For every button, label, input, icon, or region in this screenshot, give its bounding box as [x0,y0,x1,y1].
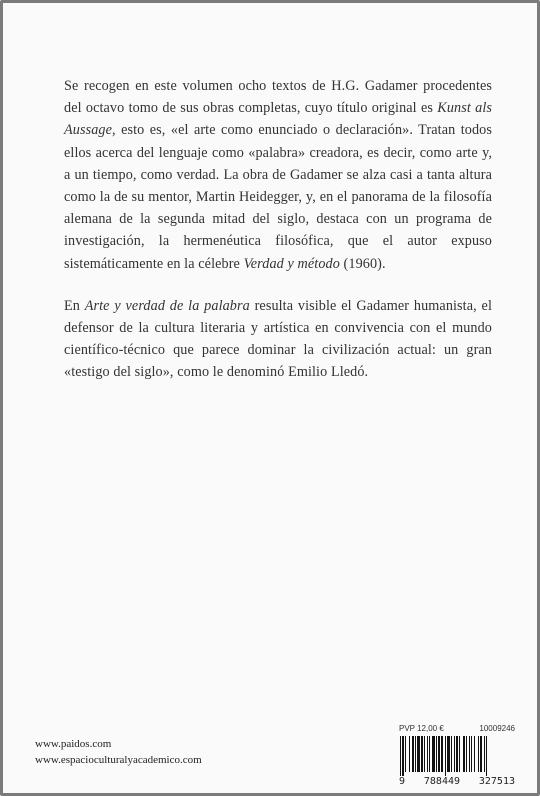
price-barcode-block [397,724,517,787]
blurb-paragraph-1 [64,75,492,275]
blurb [64,75,492,404]
isbn-left-group: 788449 [423,776,461,787]
barcode-bar [417,736,420,772]
barcode-bar [424,736,425,772]
text-run: resulta visible el Gadamer humanista, el defensor de la cultura literaria y artística en convivencia con el mundo científico-técnico que parece dominar la civilización actual: un gran «testigo del siglo», como le denominó Emilio Lledó. [64,297,492,381]
barcode-bar [484,736,485,772]
barcode-bar [480,736,482,772]
barcode-bar [409,736,410,772]
text-run: Se recogen en este volumen ocho textos de H.G. Gadamer procedentes del octavo tomo de sus obras completas, cuyo título original es [64,78,492,117]
barcode-bar [469,736,470,772]
barcode-bar [400,736,401,776]
url-espacio-cultural[interactable]: www.espacioculturalyacademico.com [35,754,202,766]
isbn-number [397,776,517,787]
barcode-bar [436,736,437,772]
barcode-bar [456,736,458,772]
isbn-lead-digit: 9 [399,776,406,787]
italic-title: Verdad y método [243,255,340,272]
barcode-bar [421,736,423,772]
product-code: 10009246 [479,724,515,733]
barcode-bar [445,736,446,776]
barcode [397,736,517,776]
barcode-bar [471,736,472,772]
text-run: (1960). [339,255,386,272]
barcode-bar [441,736,443,772]
barcode-bar [438,736,440,772]
url-paidos[interactable]: www.paidos.com [35,738,112,750]
blurb-paragraph-2 [64,295,492,384]
text-run: En [64,297,85,314]
barcode-bar [478,736,479,772]
barcode-bar [454,736,455,772]
italic-title: Kunst als Aussage [64,100,492,139]
price-label: PVP 12,00 € [399,724,444,733]
barcode-bar [466,736,467,772]
barcode-bar [429,736,430,772]
barcode-bar [463,736,465,772]
italic-title: Arte y verdad de la palabra [84,297,250,314]
barcode-bar [474,736,475,772]
barcode-bar [412,736,414,772]
barcode-bar [486,736,487,776]
barcode-bar [415,736,416,772]
barcode-bar [402,736,404,776]
barcode-bar [451,736,452,772]
barcode-bar [447,736,450,772]
price-row [397,724,517,734]
barcode-bar [405,736,406,772]
publisher-urls [35,736,202,768]
barcode-bar [427,736,428,772]
isbn-right-group: 327513 [478,776,515,787]
text-run: , esto es, «el arte como enunciado o declaración». Tratan todos ellos acerca del lenguaje como «palabra» creadora, es decir, como arte y, a un tiempo, como verdad. La obra de Gadamer se alza casi a tanta altura como la de su mentor, Martin Heidegger, y, en el panorama de la filosofía alemana de la segunda mitad del siglo, destaca con un programa de investigación, la hermenéutica filosófica, que el autor expuso sistemáticamente en la célebre [64,122,492,272]
barcode-bar [432,736,435,772]
barcode-bar [459,736,460,772]
